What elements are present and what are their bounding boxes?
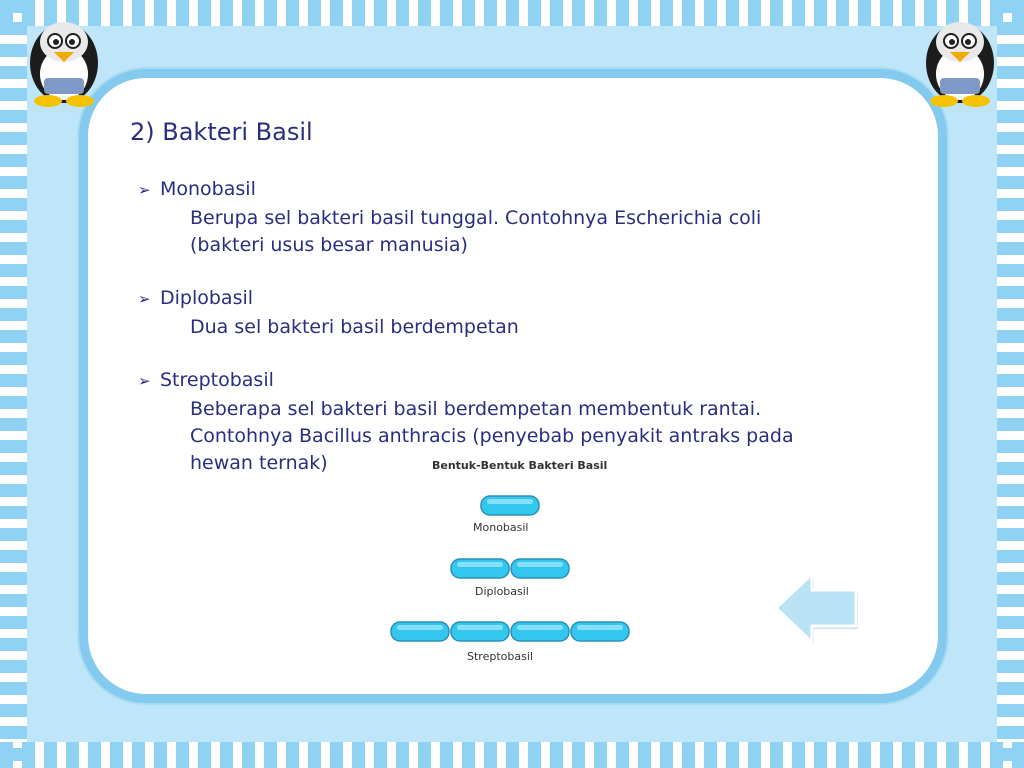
left-arrow-icon: [776, 574, 858, 645]
diagram-title: Bentuk-Bentuk Bakteri Basil: [432, 459, 608, 472]
bacillus-cell: [511, 559, 569, 578]
description-line: Dua sel bakteri basil berdempetan: [190, 316, 519, 338]
bacillus-cell: [451, 559, 509, 578]
bacillus-cell-highlight: [457, 562, 503, 567]
bacillus-cell: [391, 622, 449, 641]
bacillus-cell: [571, 622, 629, 641]
bacillus-cell-highlight: [517, 625, 563, 630]
item-label: Diplobasil: [160, 287, 254, 309]
shape-label-diplobasil: Diplobasil: [475, 585, 529, 598]
bacilli-cells: [380, 452, 640, 672]
description-line: Contohnya Bacillus anthracis (penyebab penyakit antraks pada: [190, 425, 794, 447]
item-label: Streptobasil: [160, 369, 274, 391]
description-line: Berupa sel bakteri basil tunggal. Contohnya Escherichia coli: [190, 207, 762, 229]
list-item-monobasil: [138, 178, 256, 200]
item-description: [190, 314, 519, 341]
bacillus-cell: [511, 622, 569, 641]
list-item-streptobasil: [138, 369, 274, 391]
description-line: Beberapa sel bakteri basil berdempetan membentuk rantai.: [190, 398, 762, 420]
bacillus-cell-highlight: [457, 625, 503, 630]
bacilli-shapes-diagram: [380, 452, 640, 672]
description-line: hewan ternak): [190, 452, 328, 474]
list-item-diplobasil: [138, 287, 253, 309]
shape-label-streptobasil: Streptobasil: [467, 650, 533, 663]
bacillus-cell: [451, 622, 509, 641]
bacillus-cell: [481, 496, 539, 515]
bacillus-cell-highlight: [397, 625, 443, 630]
back-button[interactable]: [772, 570, 862, 646]
penguin-icon: [910, 8, 1010, 108]
bullet-arrow-icon: ➢: [138, 372, 151, 390]
bullet-arrow-icon: ➢: [138, 290, 151, 308]
shape-label-monobasil: Monobasil: [473, 521, 529, 534]
slide-title: 2) Bakteri Basil: [130, 118, 313, 146]
item-label: Monobasil: [160, 178, 256, 200]
bacillus-cell-highlight: [517, 562, 563, 567]
bacillus-cell-highlight: [577, 625, 623, 630]
bullet-arrow-icon: ➢: [138, 181, 151, 199]
description-line: (bakteri usus besar manusia): [190, 234, 468, 256]
bacillus-cell-highlight: [487, 499, 533, 504]
item-description: [190, 205, 761, 259]
penguin-icon: [14, 8, 114, 108]
